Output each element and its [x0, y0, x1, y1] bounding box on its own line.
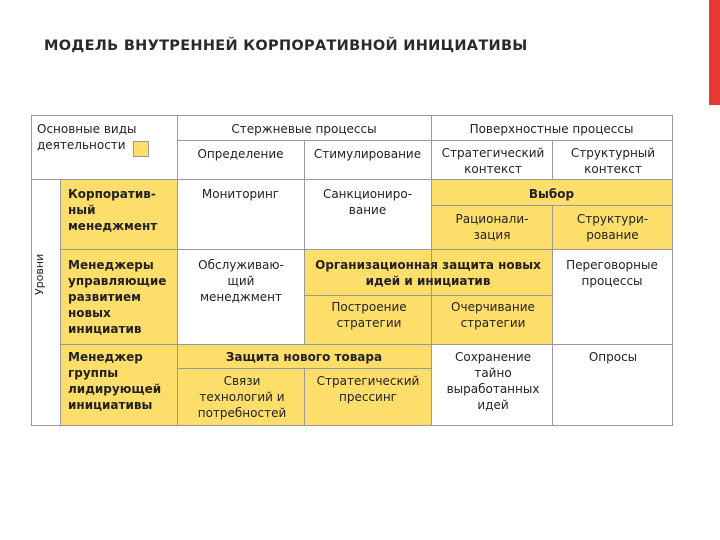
- legend-swatch-icon: [133, 141, 149, 157]
- cell-servicing-management: Обслуживаю-щий менеджмент: [198, 258, 284, 304]
- row-label-managers: Менеджеры управляющие развитием новых инициатив: [68, 258, 167, 336]
- levels-label: Уровни: [33, 253, 46, 295]
- grid-line: [31, 179, 672, 180]
- grid-line: [60, 344, 672, 345]
- subheader-structural-context: Структурный контекст: [570, 146, 656, 176]
- grid-line: [304, 368, 305, 425]
- grid-line: [431, 295, 432, 344]
- row-label-corporate: Корпоратив-ный менеджмент: [68, 187, 158, 233]
- cell-secrecy: Сохранение тайно выработанных идей: [446, 350, 540, 412]
- header-core-processes: Стержневые процессы: [231, 122, 377, 136]
- header-surface-processes: Поверхностные процессы: [469, 122, 634, 136]
- cell-strategy-building: Построение стратегии: [331, 300, 407, 330]
- grid-line: [177, 140, 672, 141]
- cell-protection-ideas-label: Организационная защита новых идей и инициатив: [315, 258, 541, 288]
- grid-line: [31, 425, 672, 426]
- grid-line: [304, 295, 552, 296]
- grid-line: [672, 115, 673, 426]
- cell-strategy-outlining: Очерчивание стратегии: [451, 300, 535, 330]
- cell-tech-needs-links: Связи технологий и потребностей: [197, 374, 287, 420]
- grid-line: [552, 140, 553, 179]
- grid-line: [31, 115, 672, 116]
- grid-line: [60, 179, 61, 425]
- cell-monitoring: Мониторинг: [201, 187, 280, 201]
- subheader-stimulation: Стимулирование: [313, 147, 422, 161]
- grid-line: [31, 115, 32, 425]
- grid-line: [552, 205, 553, 425]
- row-label-group: Менеджер группы лидирующей инициативы: [68, 350, 162, 412]
- cell-rationalization: Рационали-зация: [455, 212, 529, 242]
- grid-line: [304, 179, 305, 344]
- corner-label: Основные виды деятельности: [37, 122, 137, 152]
- subheader-definition: Определение: [197, 147, 284, 161]
- cell-choice-label: Выбор: [528, 187, 575, 201]
- accent-bar: [709, 0, 720, 105]
- grid-line: [431, 205, 672, 206]
- grid-line: [60, 249, 672, 250]
- cell-sanctioning: Санкциониро-вание: [322, 187, 413, 217]
- slide-title: МОДЕЛЬ ВНУТРЕННЕЙ КОРПОРАТИВНОЙ ИНИЦИАТИВЫ: [44, 38, 528, 54]
- cell-surveys: Опросы: [588, 350, 638, 364]
- subheader-strategic-context: Стратегический контекст: [441, 146, 545, 176]
- cell-structuring: Структури-рование: [576, 212, 649, 242]
- cell-negotiation: Переговорные процессы: [566, 258, 658, 288]
- cell-strategic-pressing: Стратегический прессинг: [316, 374, 420, 404]
- cell-product-protection-label: Защита нового товара: [225, 350, 383, 364]
